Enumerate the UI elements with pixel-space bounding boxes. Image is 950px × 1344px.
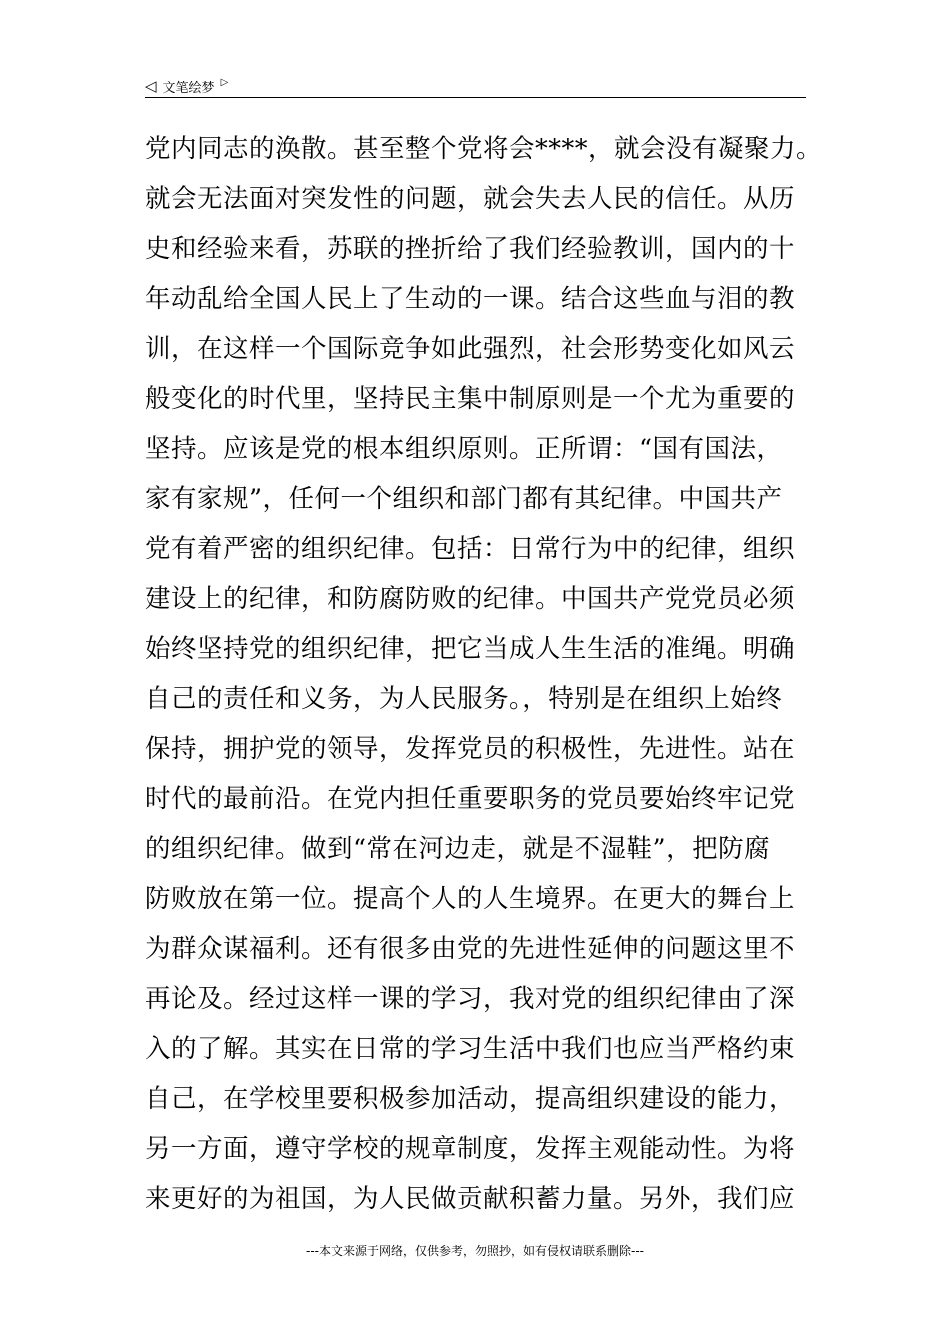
document-body [145,124,825,1224]
body-line: 年动乱给全国人民上了生动的一课。结合这些血与泪的教 [145,284,796,314]
body-line: 保持，拥护党的领导，发挥党员的积极性，先进性。站在 [145,734,796,764]
right-triangle-icon: ▷ [220,77,229,88]
body-line: 党内同志的涣散。甚至整个党将会****，就会没有凝聚力。 [145,134,823,164]
body-line: 来更好的为祖国，为人民做贡献积蓄力量。另外，我们应 [145,1184,796,1214]
body-line: 的组织纪律。做到“常在河边走，就是不湿鞋”，把防腐 [145,834,771,864]
body-line: 另一方面，遵守学校的规章制度，发挥主观能动性。为将 [145,1134,796,1164]
body-line: 建设上的纪律，和防腐防败的纪律。中国共产党党员必须 [145,584,796,614]
body-line: 就会无法面对突发性的问题，就会失去人民的信任。从历 [145,184,796,214]
page-header [145,74,806,98]
body-line: 般变化的时代里，坚持民主集中制原则是一个尤为重要的 [145,384,796,414]
page-footer: ---本文来源于网络，仅供参考，勿照抄，如有侵权请联系删除--- [306,1244,644,1258]
body-line: 防败放在第一位。提高个人的人生境界。在更大的舞台上 [145,884,796,914]
header-divider [145,97,806,98]
body-line: 自己的责任和义务，为人民服务。，特别是在组织上始终 [145,684,783,714]
header-title: 文笔绘梦 [162,80,215,96]
body-line: 训，在这样一个国际竞争如此强烈，社会形势变化如风云 [145,334,796,364]
body-line: 入的了解。其实在日常的学习生活中我们也应当严格约束 [145,1034,796,1064]
body-line: 坚持。应该是党的根本组织原则。正所谓：“国有国法， [145,434,783,464]
body-line: 时代的最前沿。在党内担任重要职务的党员要始终牢记党 [145,784,796,814]
body-line: 自己，在学校里要积极参加活动，提高组织建设的能力， [145,1084,796,1114]
body-line: 为群众谋福利。还有很多由党的先进性延伸的问题这里不 [145,934,796,964]
body-line: 家有家规”，任何一个组织和部门都有其纪律。中国共产 [145,484,783,514]
body-line: 史和经验来看，苏联的挫折给了我们经验教训，国内的十 [145,234,796,264]
body-line: 再论及。经过这样一课的学习，我对党的组织纪律由了深 [145,984,796,1014]
body-line: 党有着严密的组织纪律。包括：日常行为中的纪律，组织 [145,534,796,564]
body-line: 始终坚持党的组织纪律，把它当成人生生活的准绳。明确 [145,634,796,664]
left-triangle-icon: ◁ [145,76,157,95]
